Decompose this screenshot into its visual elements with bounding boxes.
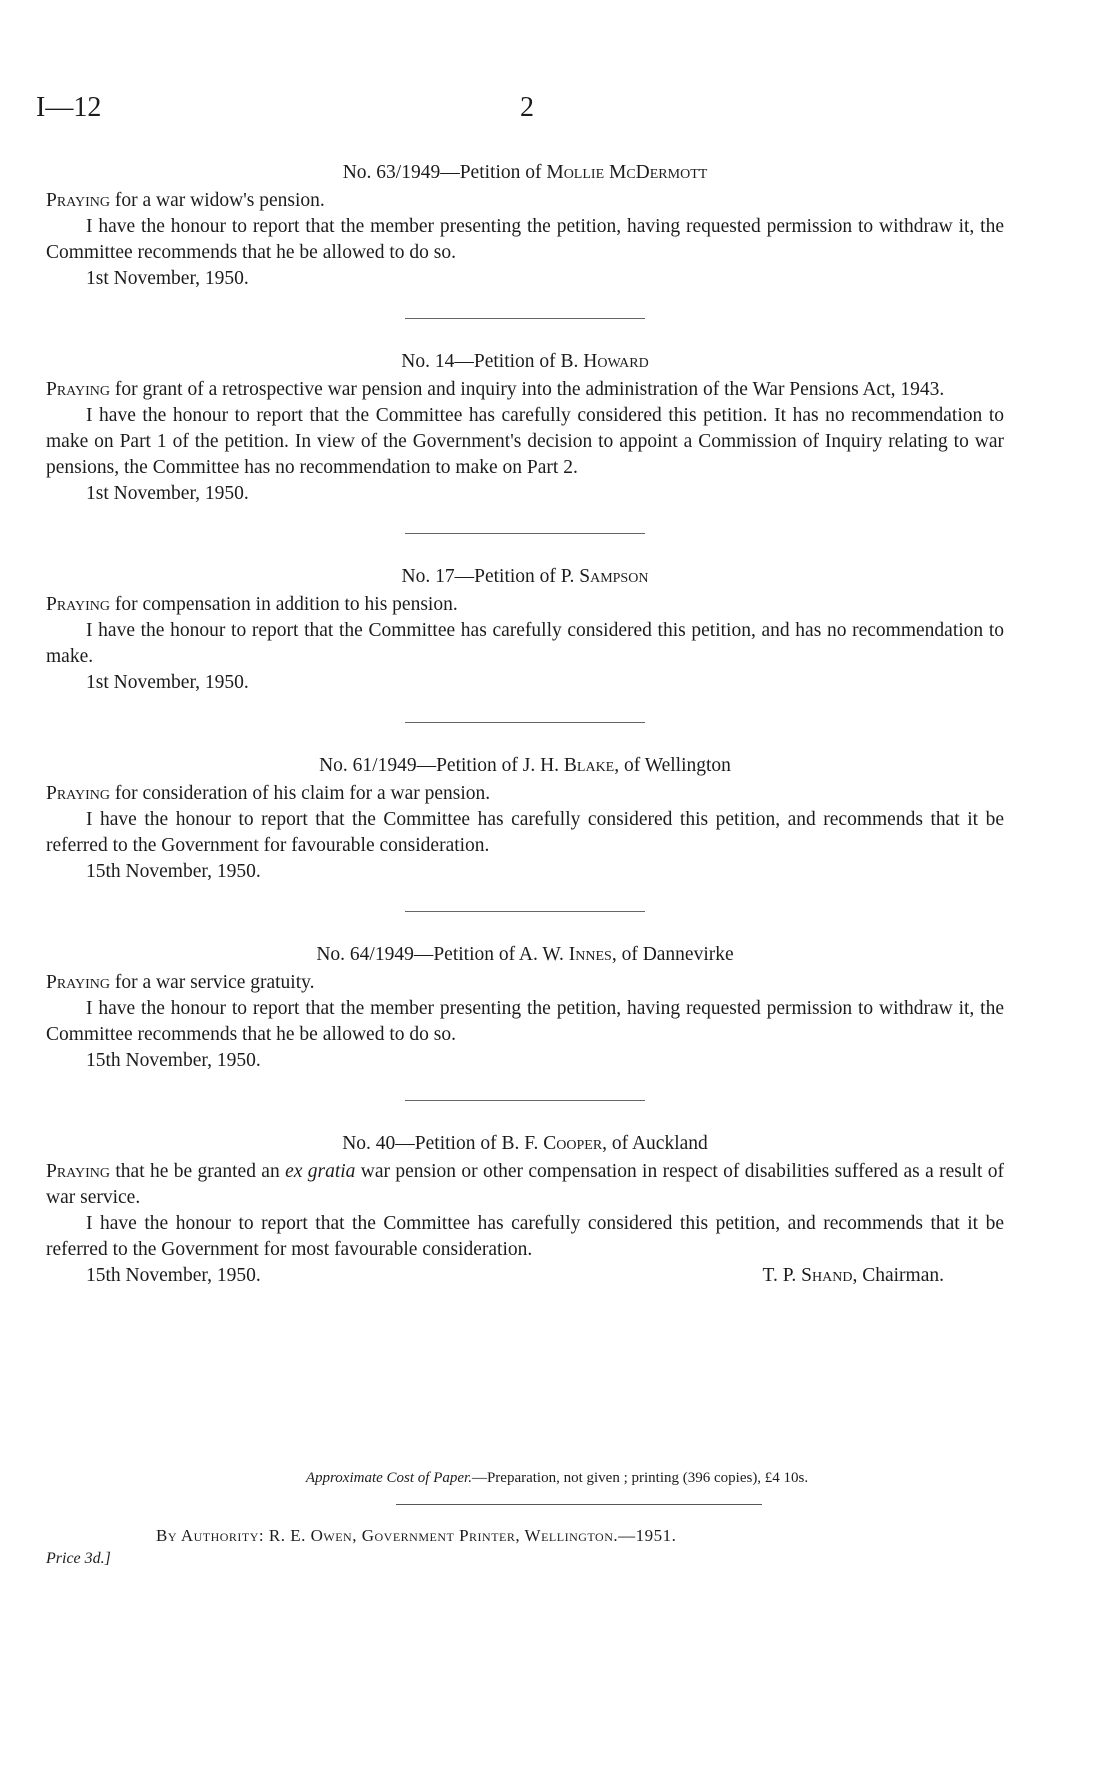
petition-title (46, 753, 1004, 779)
petition-14 (46, 349, 1004, 507)
report-paragraph: I have the honour to report that the Committee has carefully considered this petition, and recommends that it be referred to the Government for most favourable consideration. (46, 1213, 1004, 1260)
report-paragraph: I have the honour to report that the Committee has carefully considered this petition. It has no recommendation to make on Part 1 of the petition. In view of the Government's decision to appoint a Commission of Inquiry relating to war pensions, the Committee has no recommendation to make on Part 2. (46, 405, 1004, 478)
praying-word: Praying (46, 783, 111, 804)
report-date: 1st November, 1950. (86, 268, 249, 289)
praying-text: for consideration of his claim for a war pension. (110, 783, 491, 804)
cost-of-paper (0, 1470, 1114, 1487)
praying-text: for a war service gratuity. (110, 972, 315, 993)
praying-clause (46, 188, 1004, 214)
title-prefix: No. 14—Petition of B. (401, 351, 584, 372)
praying-text: for grant of a retrospective war pension and inquiry into the administration of the War Pensions Act, 1943. (110, 379, 945, 400)
praying-text: for a war widow's pension. (110, 190, 325, 211)
signatory-initials: T. P. (762, 1265, 802, 1286)
petition-63-1949 (46, 160, 1004, 292)
title-suffix: , of Wellington (614, 755, 731, 776)
praying-clause (46, 970, 1004, 996)
petition-title (46, 160, 1004, 186)
report-date: 15th November, 1950. (86, 1265, 261, 1286)
petitions-list (46, 160, 1004, 1289)
price-note: Price 3d.] (46, 1550, 111, 1567)
printer-authority: By Authority: R. E. Owen, Government Printer, Wellington.—1951. (156, 1526, 677, 1545)
petition-40 (46, 1131, 1004, 1289)
praying-word: Praying (46, 972, 111, 993)
petition-61-1949 (46, 753, 1004, 885)
cost-label: Approximate Cost of Paper. (305, 1470, 472, 1486)
section-divider (405, 533, 645, 534)
footer-divider (396, 1504, 762, 1505)
praying-word: Praying (46, 594, 111, 615)
praying-text: that he be granted an (110, 1161, 286, 1182)
date-signature-row (86, 1263, 1004, 1289)
section-divider (405, 1100, 645, 1101)
page-number: 2 (520, 92, 534, 123)
report-date: 15th November, 1950. (86, 1050, 261, 1071)
page-header (36, 92, 1076, 132)
report-date: 15th November, 1950. (86, 861, 261, 882)
petitioner-name: Blake (563, 755, 615, 776)
praying-text: for compensation in addition to his pension. (110, 594, 458, 615)
petition-title (46, 564, 1004, 590)
report-date: 1st November, 1950. (86, 483, 249, 504)
chairman-signature (763, 1263, 944, 1289)
petitioner-name: Howard (583, 351, 649, 372)
title-prefix: No. 40—Petition of B. F. (342, 1133, 544, 1154)
title-prefix: No. 63/1949—Petition of (342, 162, 547, 183)
petition-title (46, 942, 1004, 968)
petitioner-name: Mollie McDermott (546, 162, 708, 183)
title-prefix: No. 64/1949—Petition of A. W. (316, 944, 569, 965)
praying-clause (46, 781, 1004, 807)
title-suffix: , of Dannevirke (611, 944, 734, 965)
petition-title (46, 1131, 1004, 1157)
report-paragraph: I have the honour to report that the member presenting the petition, having requested permission to withdraw it, the Committee recommends that he be allowed to do so. (46, 216, 1004, 263)
title-prefix: No. 61/1949—Petition of J. H. (319, 755, 564, 776)
section-divider (405, 911, 645, 912)
section-divider (405, 722, 645, 723)
petition-title (46, 349, 1004, 375)
petition-64-1949 (46, 942, 1004, 1074)
cost-text: —Preparation, not given ; printing (396 copies), £4 10s. (471, 1470, 809, 1486)
section-divider (405, 318, 645, 319)
petitioner-name: Sampson (579, 566, 649, 587)
title-suffix: , of Auckland (602, 1133, 708, 1154)
title-prefix: No. 17—Petition of P. (401, 566, 580, 587)
praying-word: Praying (46, 190, 111, 211)
report-paragraph: I have the honour to report that the Committee has carefully considered this petition, and has no recommendation to make. (46, 620, 1004, 667)
paper-reference: I—12 (36, 92, 102, 123)
signatory-name: Shand (801, 1265, 853, 1286)
report-paragraph: I have the honour to report that the Committee has carefully considered this petition, and recommends that it be referred to the Government for favourable consideration. (46, 809, 1004, 856)
praying-word: Praying (46, 1161, 111, 1182)
praying-text-continued: war pension or other compensation in respect of disabilities suffered as a result of war service. (46, 1161, 1005, 1208)
praying-clause (46, 1159, 1004, 1211)
praying-clause (46, 592, 1004, 618)
petitioner-name: Innes (568, 944, 612, 965)
praying-clause (46, 377, 1004, 403)
petition-17 (46, 564, 1004, 696)
report-paragraph: I have the honour to report that the member presenting the petition, having requested permission to withdraw it, the Committee recommends that he be allowed to do so. (46, 998, 1004, 1045)
praying-italic-term: ex gratia (285, 1161, 356, 1182)
praying-word: Praying (46, 379, 111, 400)
signatory-title: , Chairman. (852, 1265, 944, 1286)
petitioner-name: Cooper (543, 1133, 603, 1154)
report-date: 1st November, 1950. (86, 672, 249, 693)
